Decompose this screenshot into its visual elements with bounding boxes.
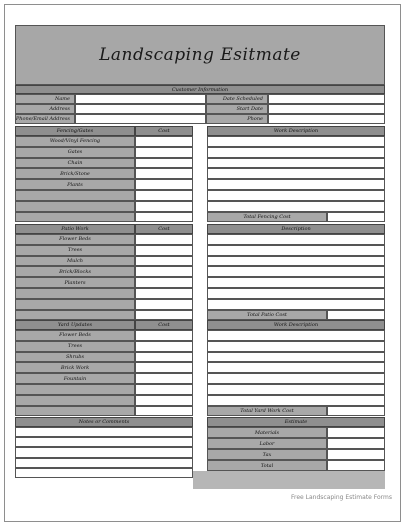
fencing-cost-field[interactable]	[135, 158, 193, 169]
title-band	[15, 25, 385, 85]
notes-header: Notes or Comments	[15, 417, 193, 427]
patio-description-line[interactable]	[207, 245, 385, 256]
start-date-field[interactable]	[268, 104, 385, 114]
start-date-label: Start Date	[206, 104, 268, 114]
yard-description-line[interactable]	[207, 352, 385, 363]
estimate-materials-field[interactable]	[327, 427, 385, 438]
yard-item-blank	[15, 384, 135, 395]
yard-cost-field[interactable]	[135, 384, 193, 395]
yard-item-label: Trees	[15, 341, 135, 352]
fencing-item-blank	[15, 201, 135, 212]
name-label: Name	[15, 94, 75, 104]
customer-info-header: Customer Information	[15, 85, 385, 94]
yard-description-line[interactable]	[207, 384, 385, 395]
yard-item-blank	[15, 406, 135, 417]
yard-item-label: Shrubs	[15, 352, 135, 363]
yard-cost-field[interactable]	[135, 362, 193, 373]
yard-cost-field[interactable]	[135, 352, 193, 363]
patio-item-blank	[15, 299, 135, 310]
fencing-item-label: Brick/Stone	[15, 168, 135, 179]
estimate-total-label: Total	[207, 460, 327, 471]
patio-total-label: Total Patio Cost	[207, 310, 327, 321]
patio-description-line[interactable]	[207, 299, 385, 310]
date-scheduled-label: Date Scheduled	[206, 94, 268, 104]
patio-cost-header: Cost	[135, 224, 193, 234]
footer-credit: Free Landscaping Estimate Forms	[291, 494, 393, 501]
estimate-tax-field[interactable]	[327, 449, 385, 460]
yard-total-label: Total Yard Work Cost	[207, 406, 327, 417]
patio-item-label: Trees	[15, 245, 135, 256]
fencing-item-label: Chain	[15, 158, 135, 169]
patio-item-label: Brick/Blocks	[15, 266, 135, 277]
patio-cost-field[interactable]	[135, 310, 193, 321]
yard-item-label: Flower Beds	[15, 330, 135, 341]
patio-header: Patio Work	[15, 224, 135, 234]
fencing-cost-header: Cost	[135, 126, 193, 136]
page-title: Landscaping Esitmate	[99, 45, 301, 65]
gutter	[193, 126, 207, 222]
patio-item-blank	[15, 288, 135, 299]
patio-item-label: Planters	[15, 277, 135, 288]
fencing-item-label: Gates	[15, 147, 135, 158]
patio-item-label: Mulch	[15, 256, 135, 267]
date-scheduled-field[interactable]	[268, 94, 385, 104]
phone-email-field[interactable]	[75, 114, 206, 124]
yard-cost-field[interactable]	[135, 330, 193, 341]
yard-description-line[interactable]	[207, 373, 385, 384]
fencing-description-line[interactable]	[207, 179, 385, 190]
yard-description-line[interactable]	[207, 341, 385, 352]
patio-cost-field[interactable]	[135, 256, 193, 267]
notes-line[interactable]	[15, 468, 193, 478]
patio-cost-field[interactable]	[135, 299, 193, 310]
patio-cost-field[interactable]	[135, 266, 193, 277]
yard-cost-field[interactable]	[135, 406, 193, 417]
patio-description-line[interactable]	[207, 288, 385, 299]
estimate-header: Estimate	[207, 417, 385, 427]
fencing-cost-field[interactable]	[135, 179, 193, 190]
notes-line[interactable]	[15, 447, 193, 457]
yard-total-field[interactable]	[327, 406, 385, 417]
notes-line[interactable]	[15, 437, 193, 447]
fencing-description-line[interactable]	[207, 136, 385, 147]
fencing-cost-field[interactable]	[135, 201, 193, 212]
patio-item-label: Flower Beds	[15, 234, 135, 245]
address-field[interactable]	[75, 104, 206, 114]
patio-cost-field[interactable]	[135, 277, 193, 288]
estimate-labor-field[interactable]	[327, 438, 385, 449]
patio-cost-field[interactable]	[135, 245, 193, 256]
fencing-total-field[interactable]	[327, 212, 385, 223]
fencing-description-line[interactable]	[207, 147, 385, 158]
yard-cost-field[interactable]	[135, 341, 193, 352]
fencing-total-label: Total Fencing Cost	[207, 212, 327, 223]
fencing-item-label: Wood/Vinyl Fencing	[15, 136, 135, 147]
fencing-description-line[interactable]	[207, 158, 385, 169]
work-description-3-header: Work Description	[207, 320, 385, 330]
fencing-description-line[interactable]	[207, 168, 385, 179]
fencing-description-line[interactable]	[207, 201, 385, 212]
yard-description-line[interactable]	[207, 362, 385, 373]
yard-cost-field[interactable]	[135, 395, 193, 406]
patio-description-line[interactable]	[207, 234, 385, 245]
fencing-cost-field[interactable]	[135, 212, 193, 223]
fencing-item-blank	[15, 212, 135, 223]
yard-item-label: Brick Work	[15, 362, 135, 373]
work-description-1-header: Work Description	[207, 126, 385, 136]
patio-cost-field[interactable]	[135, 288, 193, 299]
yard-cost-header: Cost	[135, 320, 193, 330]
patio-cost-field[interactable]	[135, 234, 193, 245]
patio-total-field[interactable]	[327, 310, 385, 321]
yard-cost-field[interactable]	[135, 373, 193, 384]
fencing-cost-field[interactable]	[135, 168, 193, 179]
yard-item-blank	[15, 395, 135, 406]
work-description-2-header: Description	[207, 224, 385, 234]
patio-description-line[interactable]	[207, 256, 385, 267]
yard-item-label: Fountain	[15, 373, 135, 384]
yard-header: Yard Updates	[15, 320, 135, 330]
yard-description-line[interactable]	[207, 330, 385, 341]
estimate-total-field[interactable]	[327, 460, 385, 471]
estimate-labor-label: Labor	[207, 438, 327, 449]
phone-field[interactable]	[268, 114, 385, 124]
name-field[interactable]	[75, 94, 206, 104]
fencing-item-label: Plants	[15, 179, 135, 190]
fencing-cost-field[interactable]	[135, 147, 193, 158]
notes-line[interactable]	[15, 427, 193, 437]
notes-line[interactable]	[15, 458, 193, 468]
bottom-shade	[193, 471, 385, 489]
fencing-cost-field[interactable]	[135, 136, 193, 147]
estimate-tax-label: Tax	[207, 449, 327, 460]
estimate-materials-label: Materials	[207, 427, 327, 438]
phone-label: Phone	[206, 114, 268, 124]
address-label: Address	[15, 104, 75, 114]
phone-email-label: Phone/Email Address	[15, 114, 75, 124]
fencing-header: Fencing/Gates	[15, 126, 135, 136]
patio-item-blank	[15, 310, 135, 321]
yard-description-line[interactable]	[207, 395, 385, 406]
patio-description-line[interactable]	[207, 277, 385, 288]
fencing-description-line[interactable]	[207, 190, 385, 201]
fencing-item-blank	[15, 190, 135, 201]
fencing-cost-field[interactable]	[135, 190, 193, 201]
patio-description-line[interactable]	[207, 266, 385, 277]
